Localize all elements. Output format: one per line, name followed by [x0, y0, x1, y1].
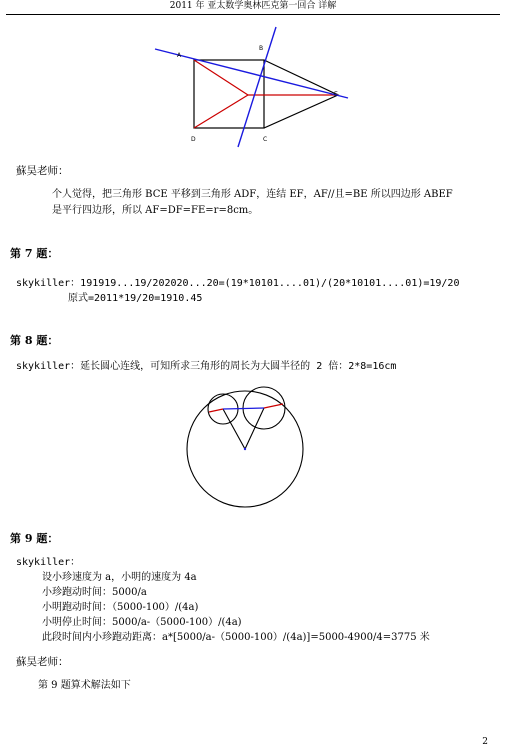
label-c: C [263, 136, 268, 143]
question-9-line-2: 小珍跑动时间：5000/a [42, 587, 147, 598]
question-7-line-2: 原式=2011*19/20=1910.45 [68, 293, 203, 304]
label-a: A [177, 52, 182, 59]
label-b: B [259, 45, 264, 52]
label-e: E [334, 91, 338, 98]
question-7-line-1: skykiller：191919...19/202020...20=(19*10101....01)/(20*10101....01)=19/20 [16, 278, 460, 289]
question-9-line-1: 设小珍速度为 a，小明的速度为 4a [42, 572, 197, 583]
question-7-heading: 第 7 题： [10, 247, 59, 260]
commentary-line-1: 个人觉得，把三角形 BCE 平移到三角形 ADF，连结 EF，AF//且=BE 所以四边形 ABEF [52, 189, 453, 200]
commentary-line-2: 是平行四边形，所以 AF=DF=FE=r=8cm。 [52, 205, 259, 216]
question-8-heading: 第 8 题： [10, 334, 59, 347]
question-8-line-1: skykiller：延长圆心连线，可知所求三角形的周长为大圆半径的 2 倍：2*8=16cm [16, 361, 397, 372]
geometry-figure-circles [0, 375, 506, 515]
question-9-author: skykiller： [16, 557, 81, 568]
question-9-author-2: 蘇昊老师： [16, 656, 69, 668]
question-9-closing: 第 9 题算术解法如下 [38, 680, 131, 691]
page-number: 2 [482, 737, 488, 747]
question-9-line-3: 小明跑动时间：（5000-100）/(4a) [42, 602, 199, 613]
question-9-line-4: 小明停止时间：5000/a-（5000-100）/(4a) [42, 617, 242, 628]
geometry-figure-square [0, 0, 506, 160]
label-d: D [191, 136, 196, 143]
question-9-line-5: 此段时间内小珍跑动距离：a*[5000/a-（5000-100）/(4a)]=5000-4900/4=3775 米 [42, 632, 430, 643]
question-9-heading: 第 9 题： [10, 532, 59, 545]
commentary-author: 蘇昊老师： [16, 165, 69, 177]
page-header: 2011 年 亚太数学奥林匹克第一回合 详解 [6, 0, 500, 15]
